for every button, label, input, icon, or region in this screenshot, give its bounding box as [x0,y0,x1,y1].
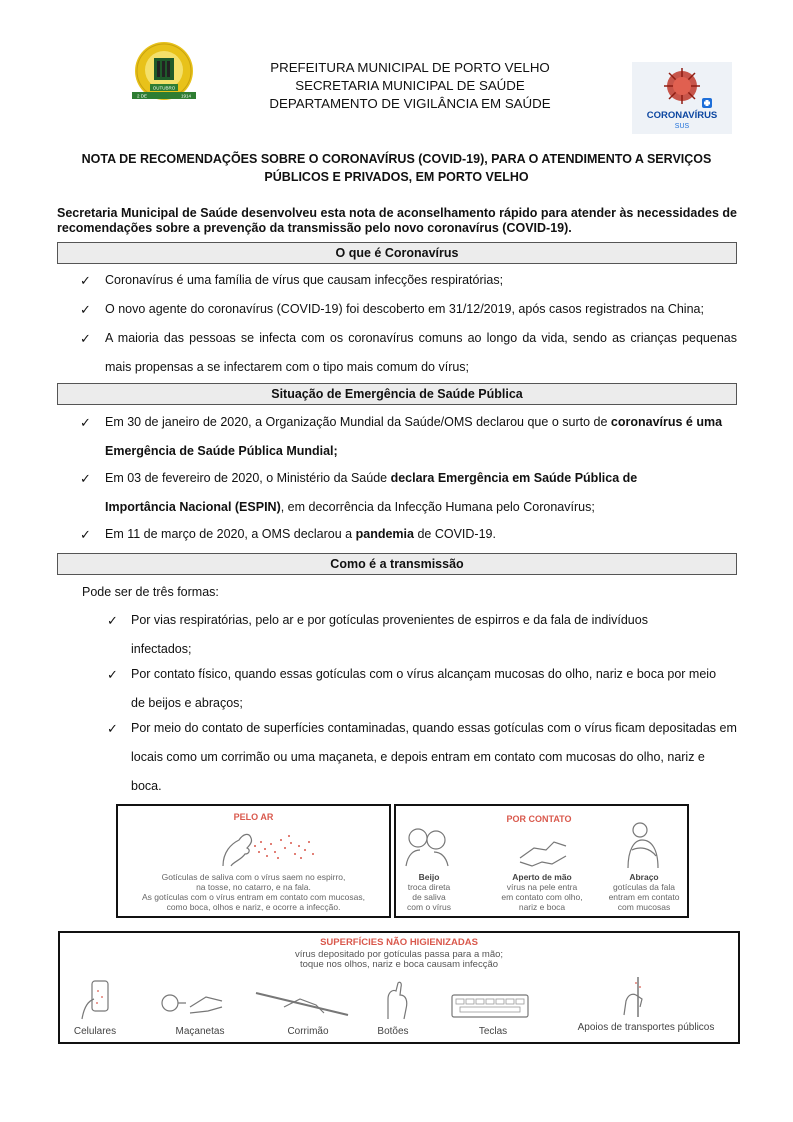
caption-line: toque nos olhos, nariz e boca causam infecção [299,959,499,970]
checkmark-icon: ✓ [80,415,91,430]
header-line-departamento: DEPARTAMENTO DE VIGILÂNCIA EM SAÚDE [269,96,551,111]
hug-illustration [622,820,664,870]
checkmark-icon: ✓ [80,331,91,346]
transmission-lead: Pode ser de três formas: [82,585,219,599]
caption-line: troca direta [407,882,451,892]
list-item: A maioria das pessoas se infecta com os coronavírus comuns ao longo da vida, sendo as crianças pequenas mais propensas a se infectarem com o tipo mais comum do vírus; [105,331,737,374]
section-title-transmission: Como é a transmissão [57,553,737,575]
list-item: Por meio do contato de superfícies contaminadas, quando essas gotículas com o vírus ficam depositadas em locais como um corrimão ou uma maçaneta, e depois entram em contato com mucosas do olho, nariz e boca. [131,721,737,793]
checkmark-icon: ✓ [80,273,91,288]
panel-superficies [58,931,740,1044]
label-corrimao: Corrimão [287,1026,329,1037]
caption-line: como boca, olhos e nariz, e ocorre a infecção. [166,902,341,912]
phone-icon [74,977,124,1021]
checkmark-icon: ✓ [80,471,91,486]
section-title-emergency: Situação de Emergência de Saúde Pública [57,383,737,405]
list-item: Por contato físico, quando essas gotículas com o vírus alcançam mucosas do olho, nariz e boca por meio de beijos e abraços; [131,667,717,710]
panel-por-contato [394,804,689,918]
checkmark-icon: ✓ [80,302,91,317]
header-line-prefeitura: PREFEITURA MUNICIPAL DE PORTO VELHO [270,60,550,75]
label-botoes: Botões [377,1026,409,1037]
label-teclas: Teclas [478,1026,508,1037]
beijo-title: Beijo [418,872,440,882]
checkmark-icon: ✓ [80,527,91,542]
caption-line: Gotículas de saliva com o vírus saem no espirro, [161,872,346,882]
list-item: O novo agente do coronavírus (COVID-19) foi descoberto em 31/12/2019, após casos registrados na China; [105,302,704,316]
caption-line: vírus depositado por gotículas passa para a mão; [294,949,504,960]
coronavirus-sus-logo [632,62,732,134]
svg-text:2 DE: 2 DE [136,93,148,99]
list-item: Em 30 de janeiro de 2020, a Organização Mundial da Saúde/OMS declarou que o surto de coronavírus é uma Emergência de Saúde Pública Mundial; [105,415,723,458]
caption-line: com mucosas [617,902,671,912]
checkmark-icon: ✓ [107,721,118,736]
svg-text:OUTUBRO: OUTUBRO [152,85,176,91]
kiss-illustration [402,824,452,868]
section-title-what-is: O que é Coronavírus [57,242,737,264]
note-title [50,150,743,186]
header-line-secretaria: SECRETARIA MUNICIPAL DE SAÚDE [295,78,525,93]
button-press-icon [376,979,416,1021]
aperto-title: Aperto de mão [512,872,572,882]
handshake-illustration [518,832,568,872]
panel-superficies-title: SUPERFÍCIES NÃO HIGIENIZADAS [320,937,478,948]
list-item: Coronavírus é uma família de vírus que causam infecções respiratórias; [105,273,504,287]
caption-line: de saliva [412,892,446,902]
handrail-icon [254,985,350,1021]
intro-paragraph: Secretaria Municipal de Saúde desenvolveu esta nota de aconselhamento rápido para atender às necessidades de recomendações sobre a prevenção da transmissão pelo novo coronavírus (COVID-19). [57,206,737,235]
caption-line: nariz e boca [518,902,566,912]
svg-text:CORONAVÍRUS: CORONAVÍRUS [646,110,718,121]
caption-line: As gotículas com o vírus entram em contato com mucosas, [142,892,365,902]
caption-line: gotículas da fala [613,882,675,892]
label-macanetas: Maçanetas [175,1026,225,1037]
keyboard-icon [450,991,530,1021]
caption-line: em contato com olho, [501,892,583,902]
header-block [180,59,640,113]
caption-line: com o vírus [407,902,451,912]
section2-list [80,408,740,548]
section3-list [107,606,747,796]
label-apoios: Apoios de transportes públicos [577,1022,715,1033]
label-celulares: Celulares [73,1026,117,1037]
list-item: Em 11 de março de 2020, a OMS declarou a pandemia de COVID-19. [105,527,496,541]
abraco-title: Abraço [629,872,659,882]
sneeze-illustration [203,824,323,868]
caption-line: entram em contato [608,892,680,902]
svg-text:SUS: SUS [674,123,690,130]
note-title-line2: PÚBLICOS E PRIVADOS, EM PORTO VELHO [264,170,529,184]
panel-pelo-ar [116,804,391,918]
caption-line: vírus na pele entra [506,882,578,892]
panel-por-contato-title: POR CONTATO [506,814,572,824]
transport-pole-icon [616,977,656,1017]
note-title-line1: NOTA DE RECOMENDAÇÕES SOBRE O CORONAVÍRUS (COVID-19), PARA O ATENDIMENTO A SERVIÇOS [81,152,712,166]
caption-line: na tosse, no catarro, e na fala. [196,882,311,892]
doorknob-icon [156,987,226,1021]
checkmark-icon: ✓ [107,613,118,628]
panel-pelo-ar-title: PELO AR [233,812,274,822]
list-item: Por vias respiratórias, pelo ar e por gotículas provenientes de espirros e da fala de indivíduos infectados; [131,613,648,656]
svg-text:1914: 1914 [180,93,192,99]
section1-list [80,266,740,374]
checkmark-icon: ✓ [107,667,118,682]
list-item: Em 03 de fevereiro de 2020, o Ministério da Saúde declara Emergência em Saúde Pública de Importância Nacional (ESPIN), em decorrência da Infecção Humana pelo Coronavírus; [105,471,638,514]
